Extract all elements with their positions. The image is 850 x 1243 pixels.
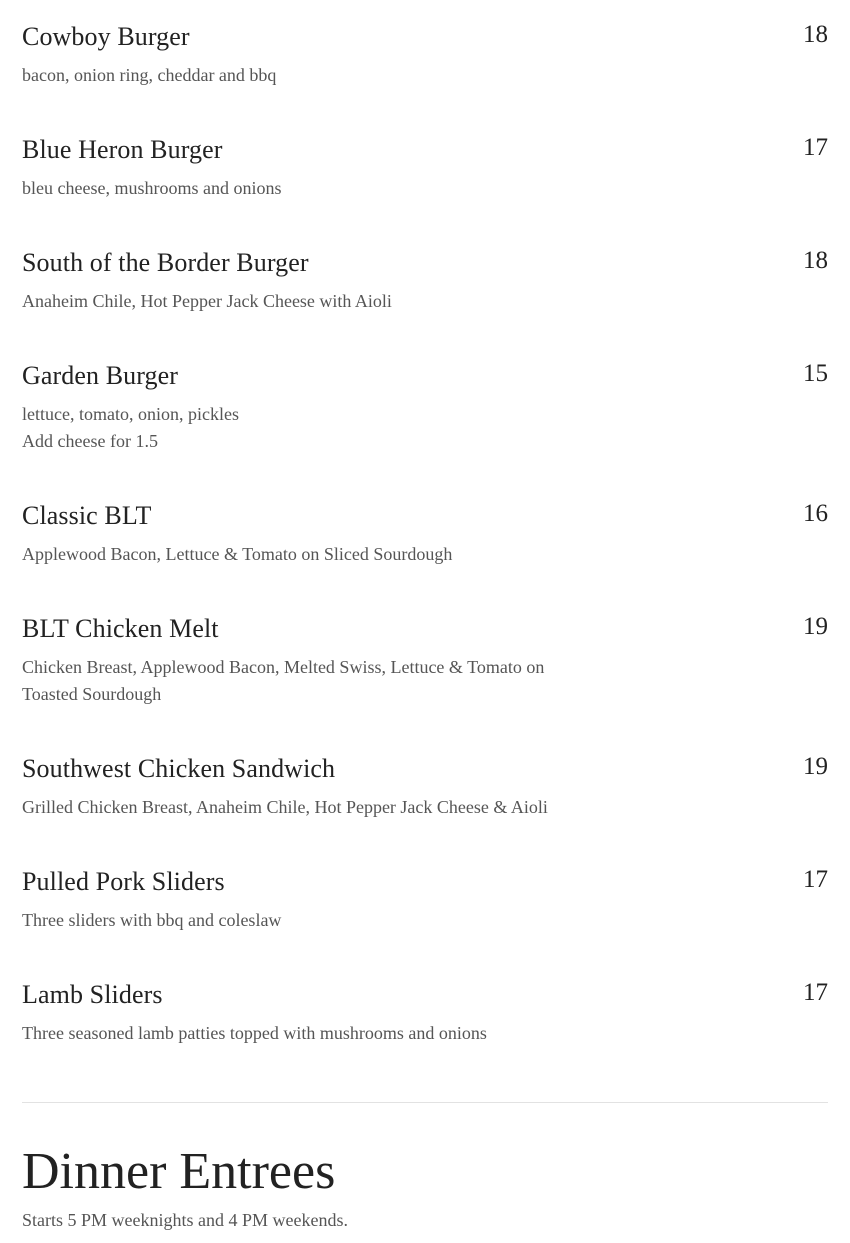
section-divider <box>22 1102 828 1103</box>
menu-item-price: 19 <box>803 613 828 640</box>
menu-item-description-line: Three sliders with bbq and coleslaw <box>22 910 282 930</box>
menu-item-name: South of the Border Burger <box>22 248 309 277</box>
menu-item-classic-blt <box>22 479 828 568</box>
menu-item-pulled-pork-sliders <box>22 845 828 934</box>
menu-item-description-line: lettuce, tomato, onion, pickles <box>22 404 239 424</box>
menu-item-description-line: Add cheese for 1.5 <box>22 431 158 451</box>
menu-item-name: Blue Heron Burger <box>22 135 223 164</box>
menu-item-description-line: Toasted Sourdough <box>22 684 162 704</box>
menu-item-description-line: Applewood Bacon, Lettuce & Tomato on Sliced Sourdough <box>22 544 453 564</box>
menu-item-price: 17 <box>803 979 828 1006</box>
menu-item-southwest-chicken-sandwich <box>22 732 828 821</box>
menu-item-price: 18 <box>803 247 828 274</box>
menu-item-description <box>22 1020 592 1047</box>
menu-item-description <box>22 794 592 821</box>
menu-item-description-line: bleu cheese, mushrooms and onions <box>22 178 282 198</box>
menu-item-description <box>22 401 592 455</box>
menu-item-price: 18 <box>803 21 828 48</box>
menu-item-price: 19 <box>803 753 828 780</box>
menu-item-lamb-sliders <box>22 958 828 1047</box>
menu-item-blue-heron-burger <box>22 113 828 202</box>
menu-item-name: Classic BLT <box>22 501 152 530</box>
menu-item-south-of-the-border-burger <box>22 226 828 315</box>
menu-item-name: Cowboy Burger <box>22 22 190 51</box>
menu-item-name: Garden Burger <box>22 361 179 390</box>
menu-item-description <box>22 907 592 934</box>
menu-item-price: 17 <box>803 134 828 161</box>
menu-item-description-line: Chicken Breast, Applewood Bacon, Melted Swiss, Lettuce & Tomato on <box>22 657 545 677</box>
menu-item-description-line: Three seasoned lamb patties topped with mushrooms and onions <box>22 1023 487 1043</box>
menu-item-description-line: Anaheim Chile, Hot Pepper Jack Cheese with Aioli <box>22 291 392 311</box>
menu-item-description <box>22 654 592 708</box>
menu-item-name: Pulled Pork Sliders <box>22 867 225 896</box>
menu-item-description <box>22 288 592 315</box>
section-subtitle: Starts 5 PM weeknights and 4 PM weekends. <box>22 1210 348 1230</box>
menu-item-description <box>22 62 592 89</box>
menu-item-name: Southwest Chicken Sandwich <box>22 754 336 783</box>
menu-item-garden-burger <box>22 339 828 455</box>
section-title-dinner-entrees: Dinner Entrees <box>22 1143 336 1200</box>
menu-item-price: 16 <box>803 500 828 527</box>
menu-item-price: 17 <box>803 866 828 893</box>
menu-item-description <box>22 541 592 568</box>
menu-item-cowboy-burger <box>22 0 828 89</box>
menu-item-description <box>22 175 592 202</box>
menu-item-name: Lamb Sliders <box>22 980 163 1009</box>
menu-item-description-line: Grilled Chicken Breast, Anaheim Chile, Hot Pepper Jack Cheese & Aioli <box>22 797 548 817</box>
menu-item-price: 15 <box>803 360 828 387</box>
menu-item-name: BLT Chicken Melt <box>22 614 219 643</box>
menu-item-description-line: bacon, onion ring, cheddar and bbq <box>22 65 277 85</box>
menu-item-blt-chicken-melt <box>22 592 828 708</box>
